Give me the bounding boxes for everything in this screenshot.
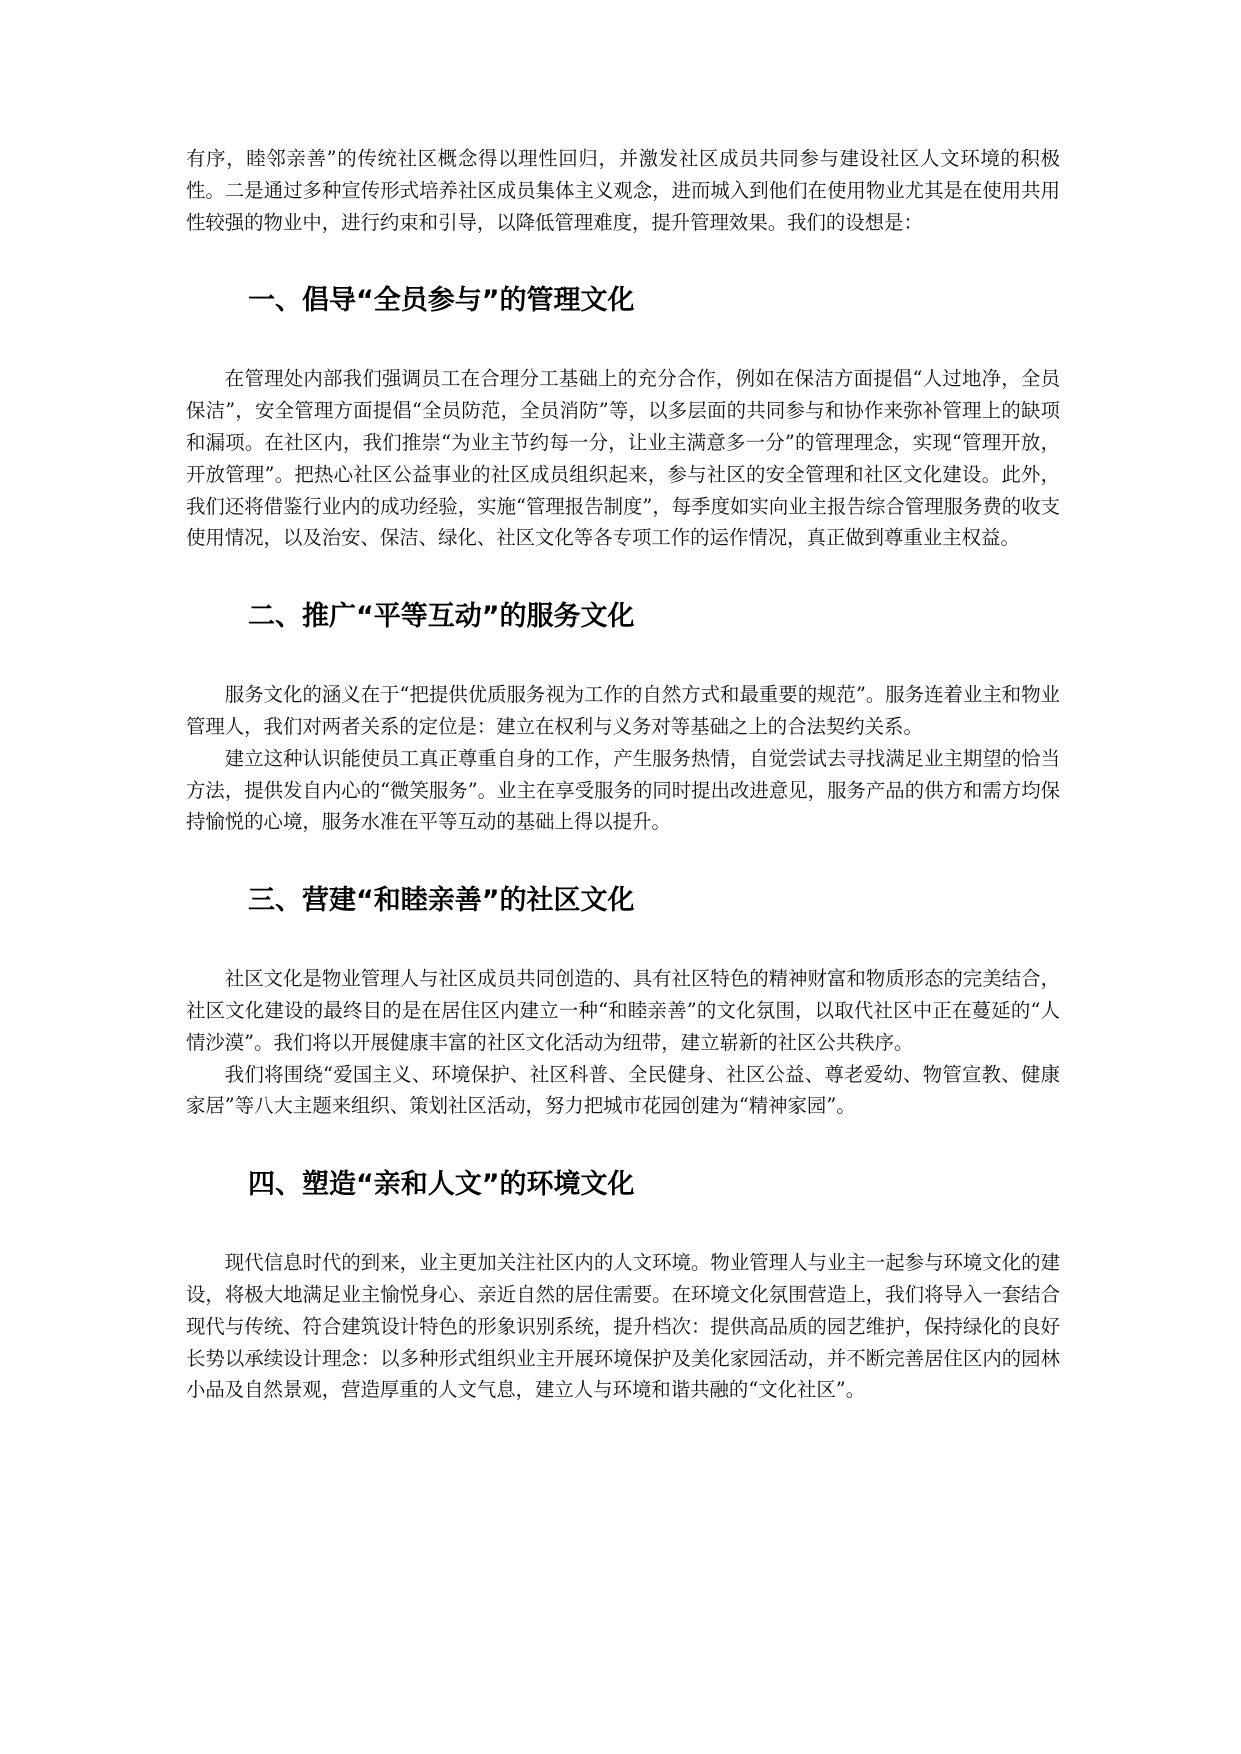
section-3-heading: 三、营建“和睦亲善”的社区文化 bbox=[248, 885, 635, 917]
intro-paragraph: 有序，睦邻亲善”的传统社区概念得以理性回归，并激发社区成员共同参与建设社区人文环境的积极性。二是通过多种宣传形式培养社区成员集体主义观念，进而城入到他们在使用物业尤其是在使用共用性较强的物业中，进行约束和引导，以降低管理难度，提升管理效果。我们的设想是： bbox=[186, 147, 1060, 234]
section-2-paragraph-1: 服务文化的涵义在于“把提供优质服务视为工作的自然方式和最重要的规范”。服务连着业主和物业管理人，我们对两者关系的定位是：建立在权利与义务对等基础之上的合法契约关系。 bbox=[186, 683, 1060, 738]
section-4-paragraph-1: 现代信息时代的到来，业主更加关注社区内的人文环境。物业管理人与业主一起参与环境文化的建设，将极大地满足业主愉悦身心、亲近自然的居住需要。在环境文化氛围营造上，我们将导入一套结合现代与传统、符合建筑设计特色的形象识别系统，提升档次：提供高品质的园艺维护，保持绿化的良好长势以承续设计理念：以多种形式组织业主开展环境保护及美化家园活动，并不断完善居住区内的园林小品及自然景观，营造厚重的人文气息，建立人与环境和谐共融的“文化社区”。 bbox=[186, 1251, 1060, 1402]
section-3-paragraph-1: 社区文化是物业管理人与社区成员共同创造的、具有社区特色的精神财富和物质形态的完美结合，社区文化建设的最终目的是在居住区内建立一种“和睦亲善”的文化氛围，以取代社区中正在蔓延的“人情沙漠”。我们将以开展健康丰富的社区文化活动为纽带，建立崭新的社区公共秩序。 bbox=[186, 967, 1060, 1054]
document-page bbox=[186, 143, 1060, 1406]
section-3-paragraph-2: 我们将围绕“爱国主义、环境保护、社区科普、全民健身、社区公益、尊老爱幼、物管宣教、健康家居”等八大主题来组织、策划社区活动，努力把城市花园创建为“精神家园”。 bbox=[186, 1062, 1060, 1118]
section-1-paragraph-1: 在管理处内部我们强调员工在合理分工基础上的充分合作，例如在保洁方面提倡“人过地净，全员保洁”，安全管理方面提倡“全员防范，全员消防”等，以多层面的共同参与和协作来弥补管理上的缺项和漏项。在社区内，我们推崇“为业主节约每一分，让业主满意多一分”的管理理念，实现“管理开放，开放管理”。把热心社区公益事业的社区成员组织起来，参与社区的安全管理和社区文化建设。此外，我们还将借鉴行业内的成功经验，实施“管理报告制度”，每季度如实向业主报告综合管理服务费的收支使用情况，以及治安、保洁、绿化、社区文化等各专项工作的运作情况，真正做到尊重业主权益。 bbox=[186, 367, 1060, 550]
section-2-paragraph-2: 建立这种认识能使员工真正尊重自身的工作，产生服务热情，自觉尝试去寻找满足业主期望的恰当方法，提供发自内心的“微笑服务”。业主在享受服务的同时提出改进意见，服务产品的供方和需方均保持愉悦的心境，服务水准在平等互动的基础上得以提升。 bbox=[186, 746, 1060, 834]
section-4-heading: 四、塑造“亲和人文”的环境文化 bbox=[248, 1169, 635, 1201]
section-2-heading: 二、推广“平等互动”的服务文化 bbox=[248, 601, 635, 633]
section-1-heading: 一、倡导“全员参与”的管理文化 bbox=[248, 285, 635, 317]
